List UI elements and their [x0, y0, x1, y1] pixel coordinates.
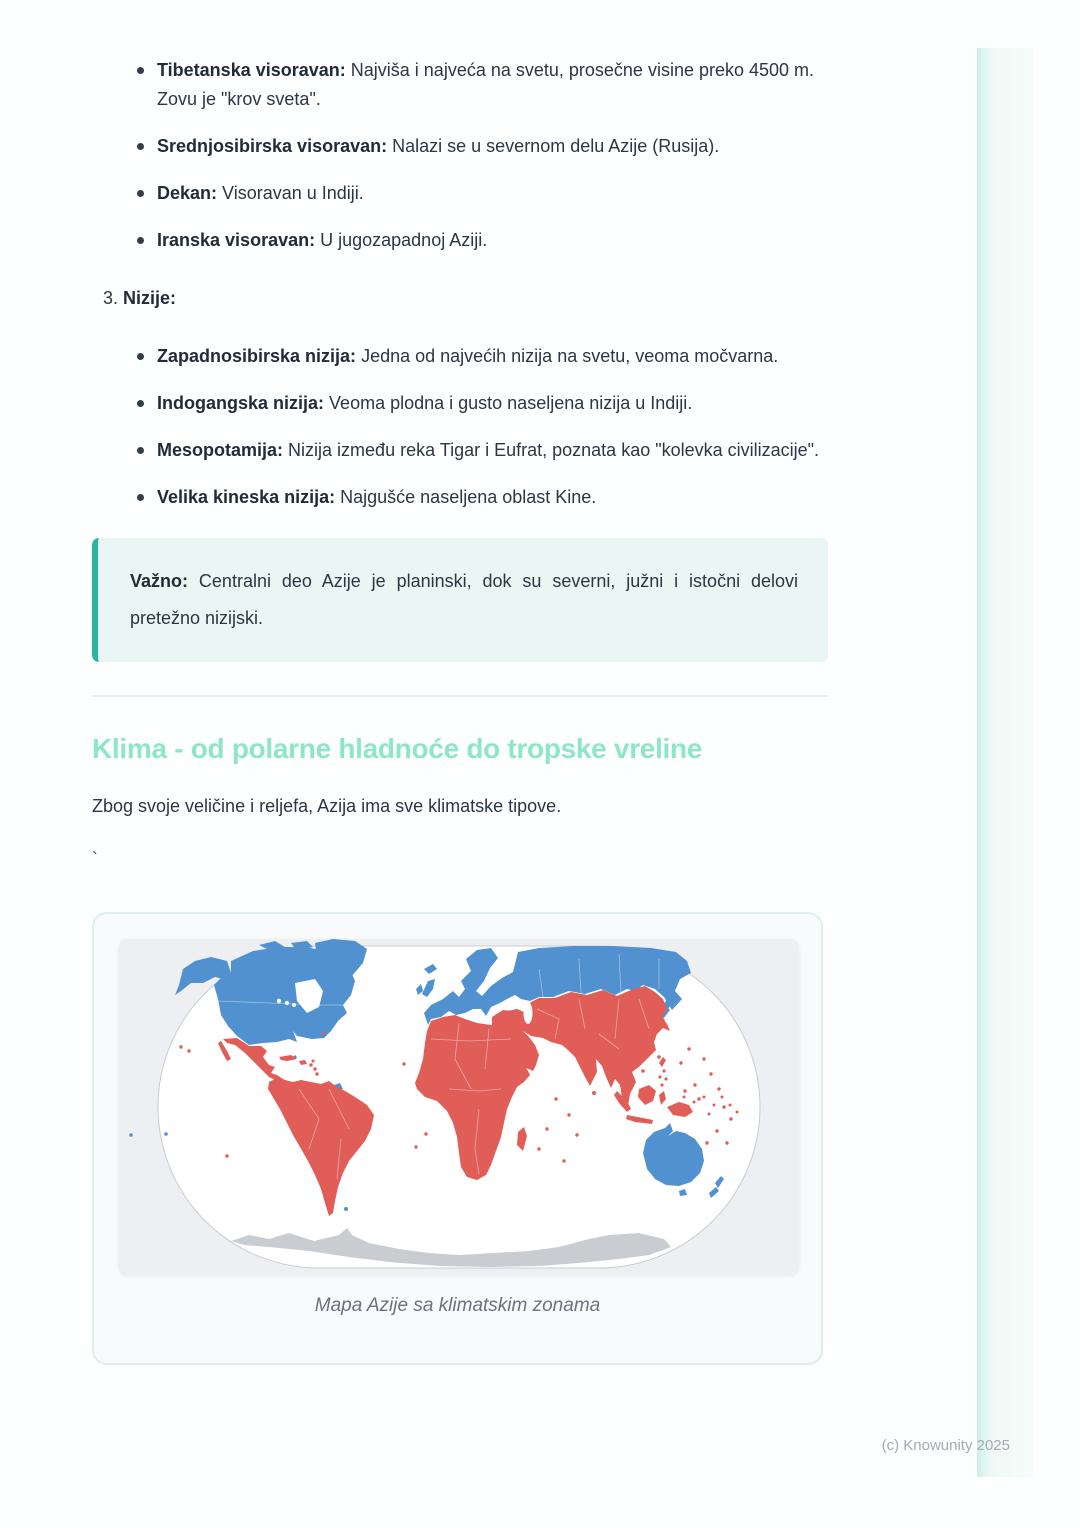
- list-item-label: Srednjosibirska visoravan:: [157, 136, 388, 156]
- list-item: [92, 226, 828, 255]
- list-item-text: Nizija između reka Tigar i Eufrat, poznata kao "kolevka civilizacije".: [288, 440, 820, 460]
- climate-section-heading: Klima - od polarne hladnoće do tropske vreline: [92, 733, 703, 764]
- bullet-icon: [137, 353, 144, 360]
- list-item-text: Najgušće naseljena oblast Kine.: [340, 487, 597, 507]
- list-item-label: Indogangska nizija:: [157, 393, 325, 413]
- list-number: 3.: [103, 288, 119, 308]
- list-item-text: Nalazi se u severnom delu Azije (Rusija).: [392, 136, 720, 156]
- list-item-label: Tibetanska visoravan:: [157, 60, 346, 80]
- world-map-image: [119, 939, 799, 1275]
- list-item-text: Veoma plodna i gusto naseljena nizija u Indiji.: [329, 393, 693, 413]
- list-item-text: Visoravan u Indiji.: [222, 183, 364, 203]
- map-caption: Mapa Azije sa klimatskim zonama: [314, 1295, 601, 1316]
- bullet-icon: [137, 190, 144, 197]
- footer-copyright: (c) Knowunity 2025: [881, 1437, 1010, 1454]
- caspian-sea: [524, 1002, 533, 1024]
- callout-label: Važno:: [130, 571, 189, 591]
- world-map-svg: [119, 939, 799, 1275]
- important-callout: [92, 538, 828, 662]
- list-item: [92, 56, 828, 114]
- list-item: [92, 483, 828, 512]
- lowlands-title: Nizije:: [123, 288, 177, 308]
- plateau-list: [92, 56, 828, 255]
- climate-intro-text: Zbog svoje veličine i reljefa, Azija ima sve klimatske tipove.: [92, 796, 562, 816]
- stray-backtick-character: `: [92, 849, 98, 868]
- bullet-icon: [137, 143, 144, 150]
- list-item-label: Velika kineska nizija:: [157, 487, 336, 507]
- list-item-label: Mesopotamija:: [157, 440, 284, 460]
- bullet-icon: [137, 67, 144, 74]
- list-item-label: Dekan:: [157, 183, 218, 203]
- map-card: [92, 912, 823, 1365]
- black-sea: [497, 1002, 519, 1011]
- list-item-text: Najviša i najveća na svetu, prosečne visine preko 4500 m. Zovu je "krov sveta".: [157, 60, 815, 109]
- lowlands-list: [92, 342, 828, 512]
- list-item: [92, 436, 828, 465]
- list-item-label: Iranska visoravan:: [157, 230, 316, 250]
- callout-text: Važno: Centralni deo Azije je planinski, dok su severni, južni i istočni delovi pretežno nizijski.: [130, 571, 798, 628]
- list-item: [92, 389, 828, 418]
- bullet-icon: [137, 237, 144, 244]
- list-item: [92, 179, 828, 208]
- list-item-label: Zapadnosibirska nizija:: [157, 346, 357, 366]
- bullet-icon: [137, 447, 144, 454]
- document-content: [92, 48, 828, 1365]
- right-accent-bar: [977, 48, 1033, 1477]
- section-divider: [92, 695, 828, 697]
- list-item: [92, 342, 828, 371]
- list-item: [92, 132, 828, 161]
- bullet-icon: [137, 494, 144, 501]
- list-item-text: U jugozapadnoj Aziji.: [320, 230, 488, 250]
- bullet-icon: [137, 400, 144, 407]
- list-item-text: Jedna od najvećih nizija na svetu, veoma močvarna.: [361, 346, 779, 366]
- lowlands-heading: [103, 284, 828, 313]
